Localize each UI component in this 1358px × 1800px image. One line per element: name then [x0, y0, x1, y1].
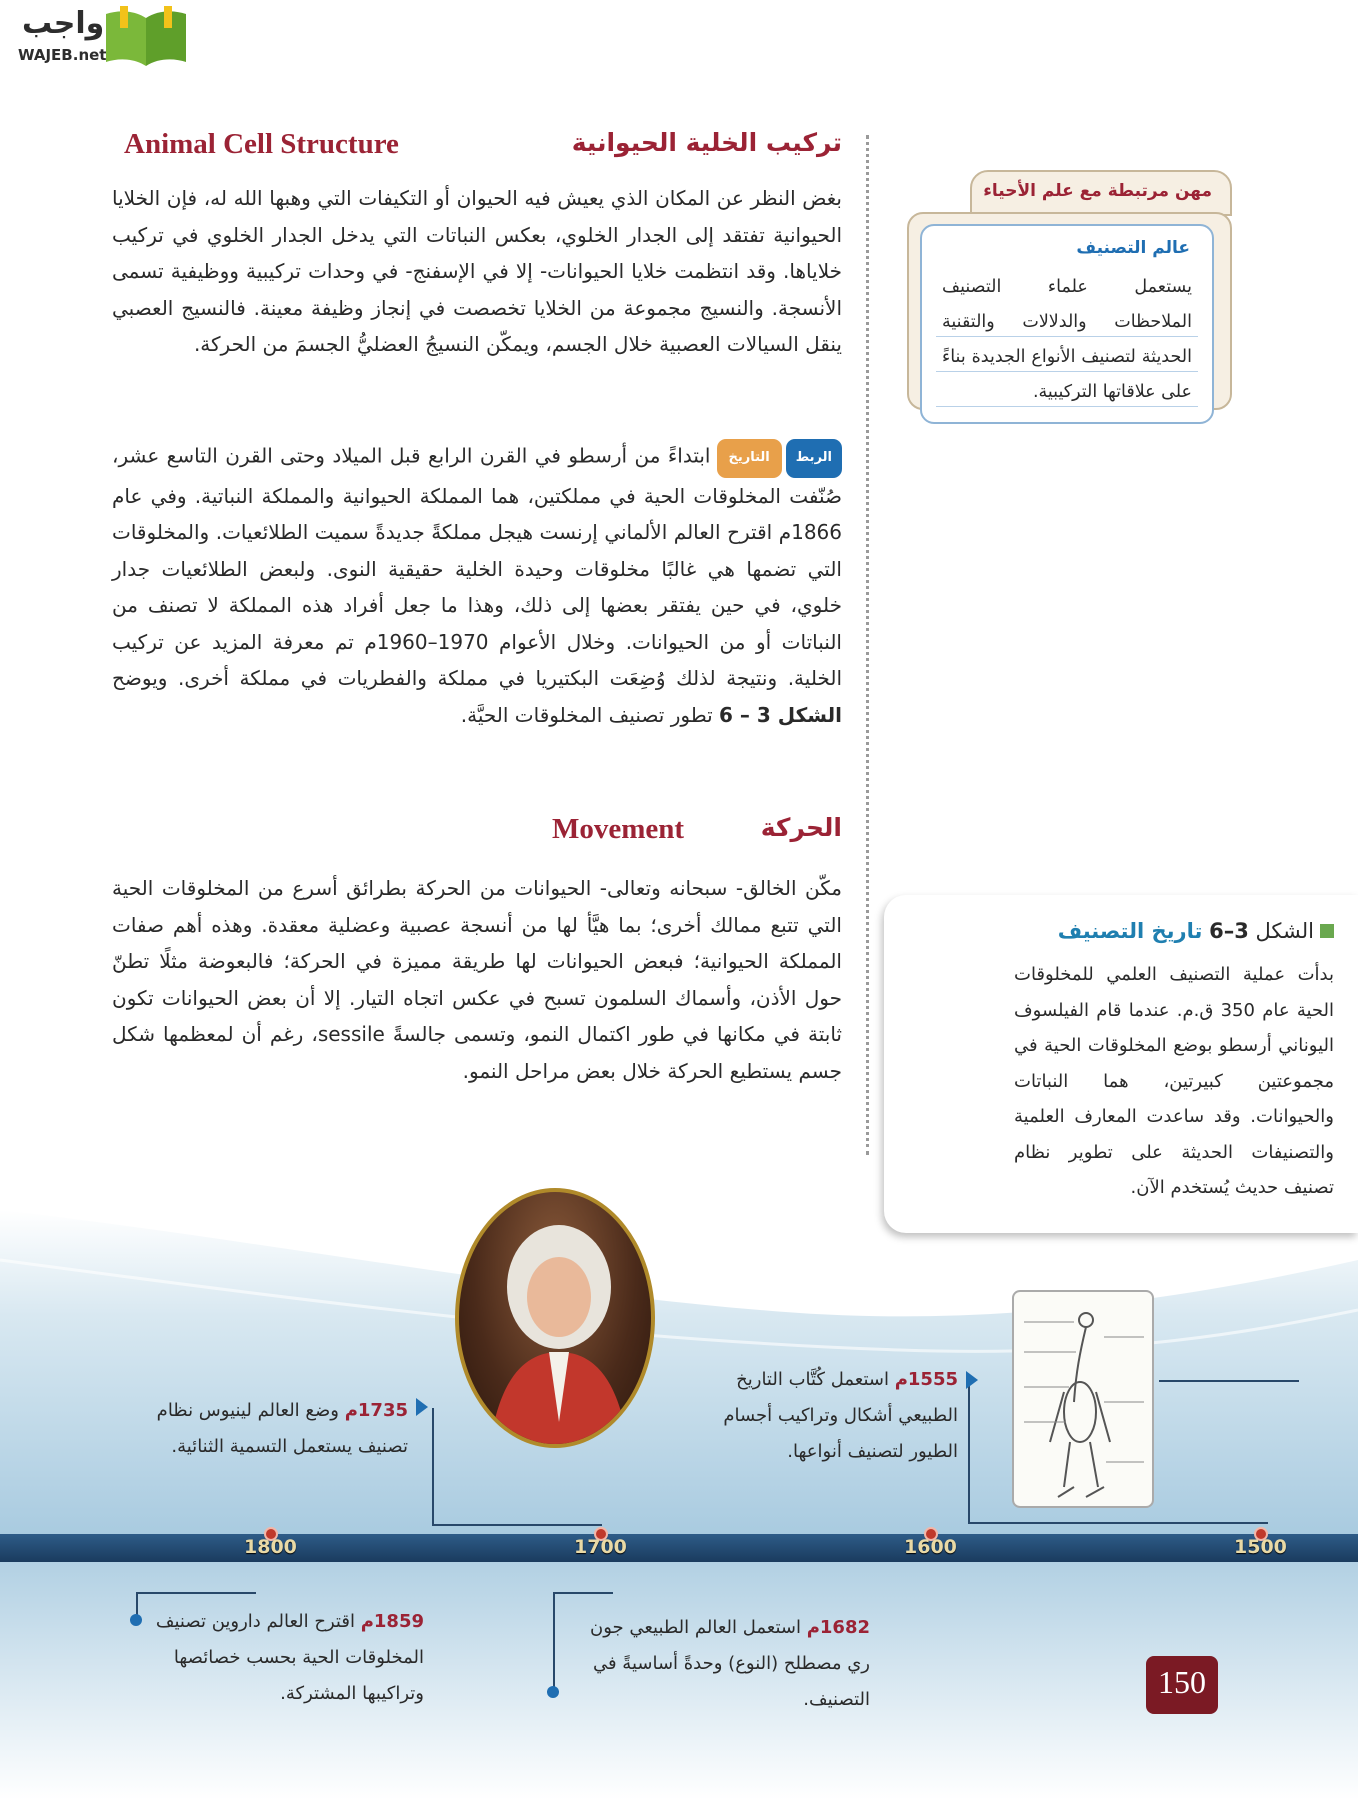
- figure-reference: الشكل 3 – 6: [719, 702, 842, 727]
- connector-1682-drop: [553, 1592, 555, 1692]
- timeline-event-1682: [562, 1610, 870, 1718]
- event-year: 1555م: [894, 1369, 958, 1390]
- logo-word: واجب: [22, 6, 105, 41]
- event-text: اقترح العالم داروين تصنيف المخلوقات الحية بحسب خصائصها وتراكيبها المشتركة.: [155, 1611, 424, 1704]
- connector-1682-base: [553, 1592, 613, 1594]
- event-text: استعمل العالم الطبيعي جون ري مصطلح (النوع) وحدةً أساسيةً في التصنيف.: [590, 1617, 870, 1710]
- figure-caption: بدأت عملية التصنيف العلمي للمخلوقات الحية عام 350 ق.م. عندما قام الفيلسوف اليوناني أرسطو بوضع المخلوقات الحية في مجموعتين كبيرتين، هما النباتات والحيوانات. وقد ساعدت المعارف العلمية والتصنيفات الحديثة على تطوير نظام تصنيف حديث يُستخدم الآن.: [1014, 964, 1335, 1198]
- connector-1859-base: [136, 1592, 256, 1594]
- history-badge: التاريخ: [717, 439, 782, 478]
- history-text-end: تطور تصنيف المخلوقات الحيَّة.: [460, 702, 720, 727]
- career-text: يستعمل علماء التصنيف الملاحظات والدلالات والتقنية الحديثة لتصنيف الأنواع الجديدة بناءً على علاقاتها التركيبية.: [942, 277, 1192, 402]
- linnaeus-portrait: [455, 1188, 655, 1448]
- section-heading-movement: [112, 813, 842, 855]
- figure-name: تاريخ التصنيف: [1057, 919, 1203, 943]
- logo-domain: WAJEB.net: [18, 46, 107, 64]
- tick-label-1500: 1500: [1234, 1536, 1287, 1558]
- movement-title-ar: الحركة: [760, 813, 842, 842]
- timeline-event-1555: [690, 1362, 958, 1470]
- wajeb-logo: [8, 4, 193, 68]
- timeline-event-1735: [140, 1393, 408, 1465]
- dot-1682-icon: [547, 1686, 559, 1698]
- movement-title-en: Movement: [552, 813, 685, 845]
- careers-tab: [970, 170, 1232, 216]
- figure-caption-card: [884, 895, 1358, 1233]
- careers-note: [920, 224, 1214, 424]
- link-badge: الربط: [786, 439, 842, 478]
- section-title-ar: تركيب الخلية الحيوانية: [571, 128, 842, 157]
- bird-skeleton-illustration: [1012, 1290, 1154, 1508]
- connector-1555-base: [968, 1522, 1268, 1524]
- tick-label-1800: 1800: [244, 1536, 297, 1558]
- event-year: 1859م: [360, 1611, 424, 1632]
- column-divider: [866, 135, 869, 1155]
- portrait-illustration: [459, 1192, 655, 1448]
- event-year: 1682م: [806, 1617, 870, 1638]
- timeline-event-1859: [148, 1604, 424, 1712]
- history-text: ابتداءً من أرسطو في القرن الرابع قبل الميلاد وحتى القرن التاسع عشر، صُنّفت المخلوقات الحية في مملكتين، هما المملكة الحيوانية والمملكة النباتية. وفي عام 1866م اقترح العالم الألماني إرنست هيجل مملكةً جديدةً سميت الطلائعيات. والمخلوقات التي تضمها هي غالبًا مخلوقات وحيدة الخلية حقيقية النوى. ولبعض الطلائعيات جدار خلوي، في حين يفتقر بعضها إلى ذلك، وهذا ما جعل أفراد هذه المملكة لا تصنف من النباتات أو من الحيوانات. وخلال الأعوام 1970–1960م تم معرفة المزيد عن تركيب الخلية. ونتيجة لذلك وُضِعَت البكتيريا في مملكة والفطريات في مملكة أخرى. ويوضح: [112, 443, 842, 690]
- page-number: 150: [1158, 1664, 1206, 1700]
- connector-1555-drop: [968, 1380, 970, 1524]
- tick-label-1700: 1700: [574, 1536, 627, 1558]
- animal-cell-paragraph: بغض النظر عن المكان الذي يعيش فيه الحيوان أو التكيفات التي وهبها الله له، فإن الخلايا الحيوانية تفتقد إلى الجدار الخلوي، بعكس النباتات التي يدخل الجدار الخلوي في تركيب خلاياها. وقد انتظمت خلايا الحيوانات- إلا في الإسفنج- في وحدات تركيبية ووظيفية تسمى الأنسجة. والنسيج مجموعة من الخلايا تخصصت في إنجاز وظيفة معينة. فالنسيج العصبي ينقل السيالات العصبية خلال الجسم، ويمكّن النسيجُ العضليُّ الجسمَ من الحركة.: [112, 186, 842, 356]
- movement-paragraph: مكّن الخالق- سبحانه وتعالى- الحيوانات من الحركة بطرائق أسرع من المخلوقات الحية التي تتبع ممالك أخرى؛ بما هيَّأ لها من أنسجة عصبية وعضلية معقدة. وهذه أهم صفات المملكة الحيوانية؛ فبعض الحيوانات لها طريقة مميزة في الحركة؛ فالبعوضة مثلًا تطنّ حول الأذن، وأسماك السلمون تسبح في عكس اتجاه التيار. إلا أن بعض الحيوانات تكون ثابتة في مكانها في طور اكتمال النمو، وتسمى جالسةً sessile، رغم أن لمعظمها شكل جسم يستطيع الحركة خلال بعض مراحل النمو.: [112, 876, 842, 1083]
- connector-1735-base: [432, 1524, 602, 1526]
- event-text: وضع العالم لينيوس نظام تصنيف يستعمل التسمية الثنائية.: [156, 1400, 408, 1457]
- event-text: استعمل كُتَّاب التاريخ الطبيعي أشكال وتراكيب أجسام الطيور لتصنيف أنواعها.: [723, 1369, 958, 1462]
- figure-number: 3–6: [1209, 919, 1249, 943]
- careers-tab-label: مهن مرتبطة مع علم الأحياء: [983, 181, 1212, 201]
- tick-label-1600: 1600: [904, 1536, 957, 1558]
- figure-marker-icon: [1320, 924, 1334, 938]
- career-title: عالم التصنيف: [1076, 238, 1190, 258]
- event-year: 1735م: [344, 1400, 408, 1421]
- section-title-en: Animal Cell Structure: [124, 128, 399, 160]
- skeleton-drawing: [1014, 1292, 1152, 1506]
- page-number-badge: [1146, 1656, 1218, 1714]
- pointer-1555-icon: [966, 1371, 978, 1389]
- dot-1859-icon: [130, 1614, 142, 1626]
- history-paragraph: [112, 436, 842, 733]
- section-heading-animal-cell: [112, 128, 842, 170]
- timeline-axis: [0, 1534, 1358, 1562]
- history-link-badges[interactable]: [717, 436, 843, 478]
- figure-label: الشكل: [1255, 919, 1314, 943]
- figure-title: [1058, 919, 1334, 943]
- connector-1555: [1159, 1380, 1299, 1382]
- pointer-1735-icon: [416, 1398, 428, 1416]
- connector-1735-drop: [432, 1408, 434, 1526]
- open-book-icon: [104, 6, 188, 68]
